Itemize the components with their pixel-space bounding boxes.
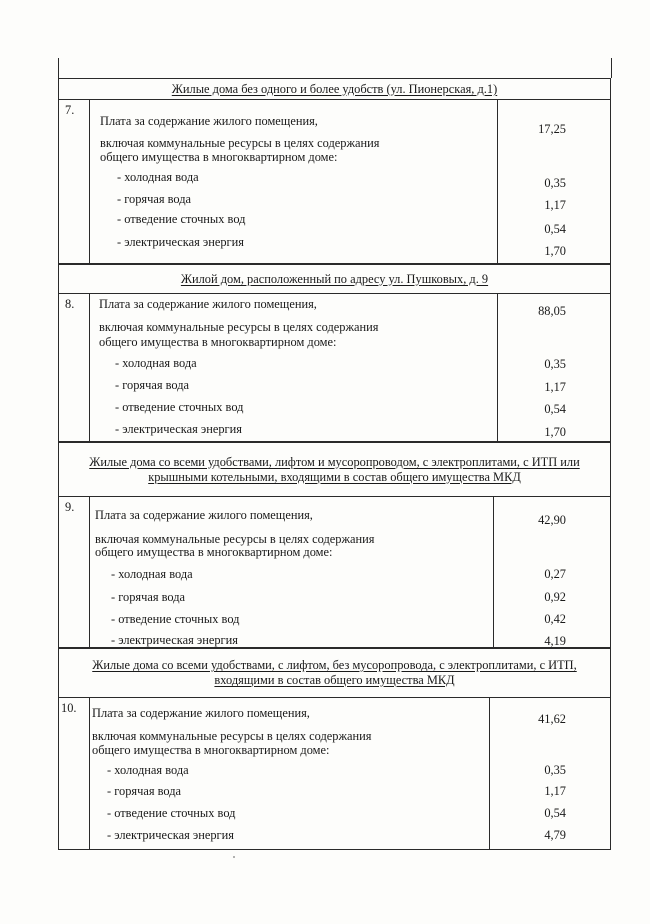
row-number: 7.: [65, 103, 75, 117]
description-line: общего имущества в многоквартирном доме:: [92, 743, 330, 757]
table-row: [58, 294, 611, 442]
description-line: включая коммунальные ресурсы в целях содержания: [95, 532, 375, 546]
item-label: - горячая вода: [111, 590, 186, 604]
item-value: 4,79: [544, 828, 566, 842]
item-label: - отведение сточных вод: [107, 806, 236, 820]
section-heading-text: Жилые дома со всеми удобствами, лифтом и мусоропроводом, с электроплитами, с ИТП или крышными котельными, входящими в состав общего имущества МКД: [89, 454, 580, 484]
item-value: 1,70: [544, 425, 566, 439]
item-value: 0,42: [544, 612, 566, 626]
item-label: - холодная вода: [107, 763, 189, 777]
section-heading-text: Жилые дома без одного и более удобств (ул. Пионерская, д.1): [171, 81, 498, 96]
row-number: 8.: [65, 297, 75, 311]
table-row: [58, 497, 611, 648]
section-heading: [58, 442, 611, 497]
total-value: 17,25: [538, 122, 566, 136]
item-value: 1,17: [544, 784, 566, 798]
number-cell: [59, 294, 90, 441]
item-value: 1,17: [544, 380, 566, 394]
item-value: 1,70: [544, 244, 566, 258]
item-value: 0,35: [544, 176, 566, 190]
item-label: - холодная вода: [117, 170, 199, 184]
item-value: 1,17: [544, 198, 566, 212]
table-row: [58, 698, 611, 850]
section-heading: [58, 264, 611, 294]
item-label: - холодная вода: [115, 356, 197, 370]
number-cell: [59, 698, 90, 849]
section-heading-text: Жилой дом, расположенный по адресу ул. Пушковых, д. 9: [180, 271, 489, 286]
description-line: включая коммунальные ресурсы в целях содержания: [99, 320, 379, 334]
item-value: 0,54: [544, 402, 566, 416]
item-value: 0,54: [544, 806, 566, 820]
item-label: - отведение сточных вод: [117, 212, 246, 226]
section-heading: [58, 78, 611, 100]
item-value: 0,27: [544, 567, 566, 581]
description-line: Плата за содержание жилого помещения,: [92, 706, 310, 720]
description-line: включая коммунальные ресурсы в целях содержания: [100, 136, 380, 150]
item-label: - электрическая энергия: [107, 828, 234, 842]
item-label: - отведение сточных вод: [111, 612, 240, 626]
item-label: - электрическая энергия: [115, 422, 242, 436]
item-value: 4,19: [544, 634, 566, 648]
item-value: 0,35: [544, 763, 566, 777]
item-value: 0,92: [544, 590, 566, 604]
item-label: - горячая вода: [115, 378, 190, 392]
item-label: - электрическая энергия: [117, 235, 244, 249]
item-label: - холодная вода: [111, 567, 193, 581]
section-heading: [58, 648, 611, 698]
description-line: общего имущества в многоквартирном доме:: [95, 545, 333, 559]
description-line: общего имущества в многоквартирном доме:: [99, 335, 337, 349]
item-label: - электрическая энергия: [111, 633, 238, 647]
description-line: Плата за содержание жилого помещения,: [99, 297, 317, 311]
number-cell: [59, 100, 90, 263]
description-line: Плата за содержание жилого помещения,: [95, 508, 313, 522]
item-label: - отведение сточных вод: [115, 400, 244, 414]
description-line: общего имущества в многоквартирном доме:: [100, 150, 338, 164]
number-cell: [59, 497, 90, 647]
description-line: включая коммунальные ресурсы в целях содержания: [92, 729, 372, 743]
total-value: 42,90: [538, 513, 566, 527]
description-line: Плата за содержание жилого помещения,: [100, 114, 318, 128]
table-left-border: [58, 58, 59, 78]
item-label: - горячая вода: [117, 192, 192, 206]
item-label: - горячая вода: [107, 784, 182, 798]
row-number: 9.: [65, 500, 75, 514]
item-value: 0,35: [544, 357, 566, 371]
table-row: [58, 100, 611, 264]
total-value: 88,05: [538, 304, 566, 318]
total-value: 41,62: [538, 712, 566, 726]
section-heading-text: Жилые дома со всеми удобствами, с лифтом, без мусоропровода, с электроплитами, с ИТП, входящими в состав общего имущества МКД: [92, 658, 577, 687]
table-right-border: [611, 58, 612, 78]
scan-speck: [233, 856, 235, 858]
row-number: 10.: [61, 701, 77, 715]
item-value: 0,54: [544, 222, 566, 236]
